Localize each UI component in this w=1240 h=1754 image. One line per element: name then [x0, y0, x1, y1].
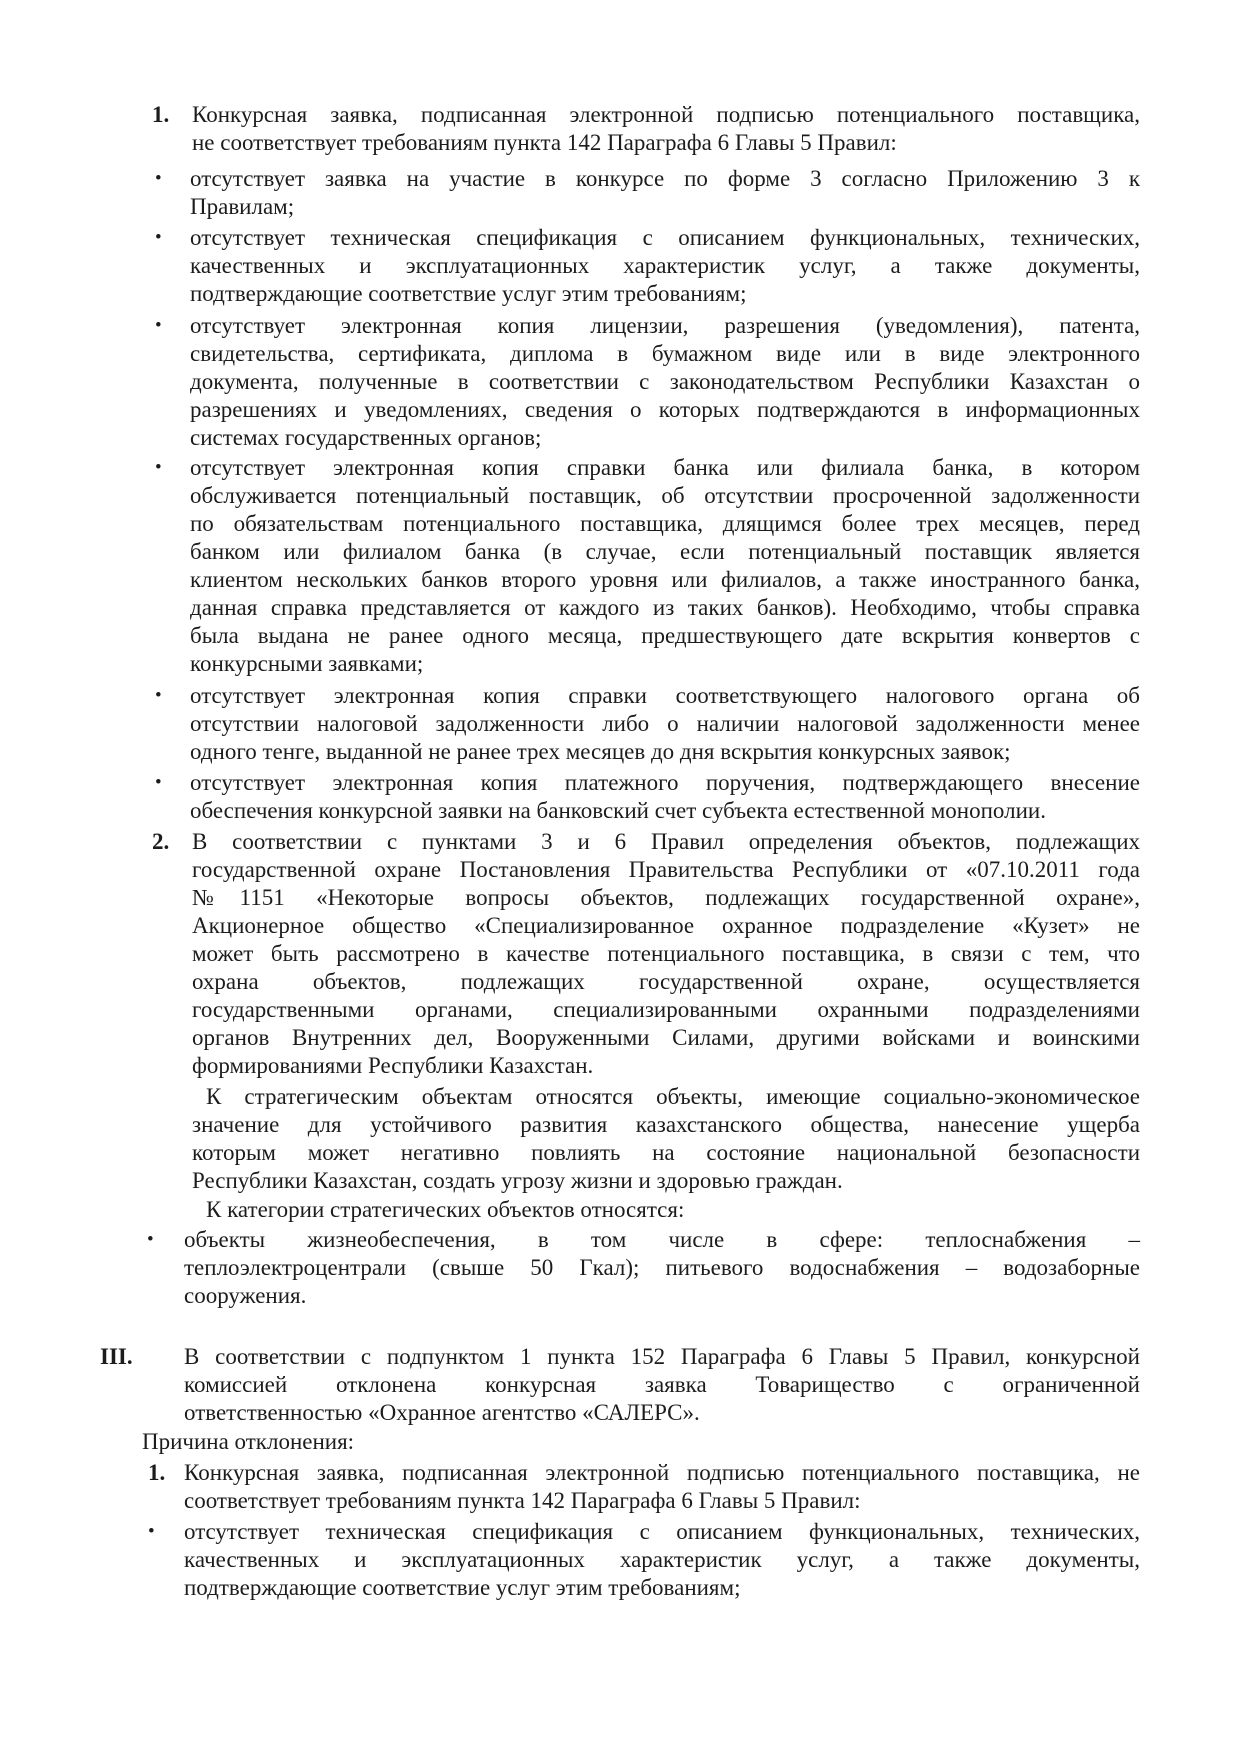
bullet-marker: • — [155, 168, 162, 189]
bullet-text-line: отсутствии налоговой задолженности либо о наличии налоговой задолженности менее — [190, 711, 1140, 736]
bullet-text-line: по обязательствам потенциального поставщика, длящимся более трех месяцев, перед — [190, 511, 1140, 536]
bullet-text-line: отсутствует техническая спецификация с описанием функциональных, технических, — [190, 225, 1140, 250]
list-number: 1. — [152, 102, 170, 127]
bullet-text-line: отсутствует электронная копия платежного поручения, подтверждающего внесение — [190, 770, 1140, 795]
bullet-text-line: клиентом нескольких банков второго уровня или филиалов, а также иностранного банка, — [190, 567, 1140, 592]
bullet-text-line: подтверждающие соответствие услуг этим требованиям; — [184, 1575, 741, 1600]
paragraph-line: Республики Казахстан, создать угрозу жизни и здоровью граждан. — [192, 1168, 843, 1193]
bullet-text-line: отсутствует заявка на участие в конкурсе по форме 3 согласно Приложению 3 к — [190, 166, 1140, 191]
paragraph-line: Акционерное общество «Специализированное охранное подразделение «Кузет» не — [192, 913, 1140, 938]
bullet-text-line: отсутствует электронная копия справки соответствующего налогового органа об — [190, 683, 1140, 708]
bullet-text-line: качественных и эксплуатационных характеристик услуг, а также документы, — [190, 253, 1140, 278]
bullet-marker: • — [155, 227, 162, 248]
paragraph-line: значение для устойчивого развития казахстанского общества, нанесение ущерба — [192, 1112, 1140, 1137]
bullet-text-line: отсутствует электронная копия справки банка или филиала банка, в котором — [190, 455, 1140, 480]
paragraph-line: органов Внутренних дел, Вооруженными Силами, другими войсками и воинскими — [192, 1025, 1140, 1050]
bullet-text-line: банком или филиалом банка (в случае, если потенциальный поставщик является — [190, 539, 1140, 564]
bullet-text-line: данная справка представляется от каждого из таких банков). Необходимо, чтобы справка — [190, 595, 1140, 620]
paragraph-line: ответственностью «Охранное агентство «САЛЕРС». — [184, 1400, 700, 1425]
bullet-text-line: теплоэлектроцентрали (свыше 50 Гкал); питьевого водоснабжения – водозаборные — [184, 1255, 1140, 1280]
bullet-marker: • — [155, 457, 162, 478]
bullet-text-line: была выдана не ранее одного месяца, предшествующего дате вскрытия конвертов с — [190, 623, 1140, 648]
paragraph-line: государственной охране Постановления Правительства Республики от «07.10.2011 года — [192, 857, 1140, 882]
bullet-text-line: конкурсными заявками; — [190, 651, 424, 676]
list-number: 1. — [148, 1460, 166, 1485]
bullet-marker: • — [147, 1229, 154, 1250]
bullet-marker: • — [148, 1521, 155, 1542]
paragraph-line: не соответствует требованиям пункта 142 Параграфа 6 Главы 5 Правил: — [192, 130, 897, 155]
bullet-text-line: отсутствует техническая спецификация с описанием функциональных, технических, — [184, 1519, 1140, 1544]
reason-label: Причина отклонения: — [142, 1429, 355, 1454]
list-number: 2. — [152, 829, 170, 854]
paragraph-line: которым может негативно повлиять на состояние национальной безопасности — [192, 1140, 1140, 1165]
bullet-text-line: обеспечения конкурсной заявки на банковский счет субъекта естественной монополии. — [190, 798, 1046, 823]
bullet-text-line: одного тенге, выданной не ранее трех месяцев до дня вскрытия конкурсных заявок; — [190, 739, 1011, 764]
paragraph-line: Конкурсная заявка, подписанная электронной подписью потенциального поставщика, не — [184, 1460, 1140, 1485]
bullet-marker: • — [155, 772, 162, 793]
bullet-text-line: объекты жизнеобеспечения, в том числе в сфере: теплоснабжения – — [184, 1227, 1140, 1252]
paragraph-line: государственными органами, специализированными охранными подразделениями — [192, 997, 1140, 1022]
bullet-text-line: обслуживается потенциальный поставщик, об отсутствии просроченной задолженности — [190, 483, 1140, 508]
bullet-marker: • — [155, 315, 162, 336]
bullet-text-line: отсутствует электронная копия лицензии, разрешения (уведомления), патента, — [190, 313, 1140, 338]
paragraph-line: К категории стратегических объектов относятся: — [206, 1197, 685, 1222]
bullet-text-line: сооружения. — [184, 1283, 307, 1308]
paragraph-line: формированиями Республики Казахстан. — [192, 1053, 594, 1078]
bullet-text-line: Правилам; — [190, 194, 295, 219]
paragraph-line: В соответствии с подпунктом 1 пункта 152 Параграфа 6 Главы 5 Правил, конкурсной — [184, 1344, 1140, 1369]
paragraph-line: В соответствии с пунктами 3 и 6 Правил определения объектов, подлежащих — [192, 829, 1140, 854]
paragraph-line: комиссией отклонена конкурсная заявка Товарищество с ограниченной — [184, 1372, 1140, 1397]
bullet-text-line: документа, полученные в соответствии с законодательством Республики Казахстан о — [190, 369, 1140, 394]
paragraph-line: К стратегическим объектам относятся объекты, имеющие социально-экономическое — [206, 1084, 1140, 1109]
paragraph-line: может быть рассмотрено в качестве потенциального поставщика, в связи с тем, что — [192, 941, 1140, 966]
section-number: III. — [100, 1344, 133, 1369]
bullet-marker: • — [155, 685, 162, 706]
paragraph-line: Конкурсная заявка, подписанная электронной подписью потенциального поставщика, — [192, 102, 1140, 127]
bullet-text-line: разрешениях и уведомлениях, сведения о которых подтверждаются в информационных — [190, 397, 1140, 422]
bullet-text-line: качественных и эксплуатационных характеристик услуг, а также документы, — [184, 1547, 1140, 1572]
bullet-text-line: подтверждающие соответствие услуг этим требованиям; — [190, 281, 747, 306]
paragraph-line: охрана объектов, подлежащих государственной охране, осуществляется — [192, 969, 1140, 994]
bullet-text-line: системах государственных органов; — [190, 425, 542, 450]
paragraph-line: №1151 «Некоторые вопросы объектов, подлежащих государственной охране», — [192, 885, 1140, 910]
bullet-text-line: свидетельства, сертификата, диплома в бумажном виде или в виде электронного — [190, 341, 1140, 366]
paragraph-line: соответствует требованиям пункта 142 Параграфа 6 Главы 5 Правил: — [184, 1488, 861, 1513]
